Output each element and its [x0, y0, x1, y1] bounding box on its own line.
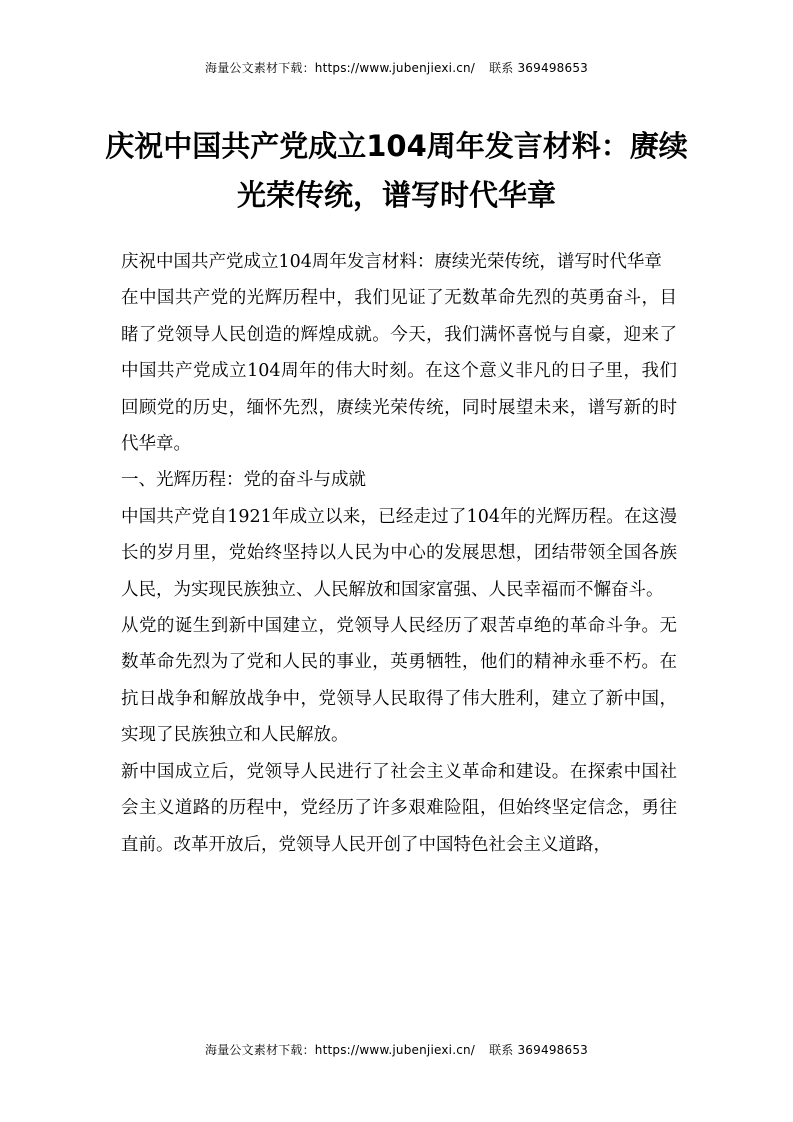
paragraph-revolution: 从党的诞生到新中国建立，党领导人民经历了艰苦卓绝的革命斗争。无数革命先烈为了党和人民的事业，英勇牺牲，他们的精神永垂不朽。在抗日战争和解放战争中，党领导人民取得了伟大胜利，建立了新中国，实现了民族独立和人民解放。	[121, 616, 677, 746]
document-title: 庆祝中国共产党成立104周年发言材料：赓续光荣传统，谱写时代华章	[105, 129, 688, 212]
paragraph-subtitle: 庆祝中国共产党成立104周年发言材料：赓续光荣传统，谱写时代华章	[121, 252, 662, 272]
paragraph-intro: 在中国共产党的光辉历程中，我们见证了无数革命先烈的英勇奋斗，目睹了党领导人民创造的辉煌成就。今天，我们满怀喜悦与自豪，迎来了中国共产党成立104周年的伟大时刻。在这个意义非凡的日子里，我们回顾党的历史，缅怀先烈，赓续光荣传统，同时展望未来，谱写新的时代华章。	[121, 288, 677, 455]
header-download-text: 海量公文素材下载：https://www.jubenjiexi.cn/	[205, 61, 476, 75]
header-contact: 联系 369498653	[489, 61, 588, 75]
document-body	[121, 244, 677, 863]
page-header	[0, 59, 793, 76]
footer-contact: 联系 369498653	[489, 1043, 588, 1057]
paragraph-new-china: 新中国成立后，党领导人民进行了社会主义革命和建设。在探索中国社会主义道路的历程中，党经历了许多艰难险阻，但始终坚定信念，勇往直前。改革开放后，党领导人民开创了中国特色社会主义道路，	[121, 761, 677, 855]
page-footer	[0, 1041, 793, 1058]
section-heading: 一、光辉历程：党的奋斗与成就	[121, 470, 366, 491]
footer-download-text: 海量公文素材下载：https://www.jubenjiexi.cn/	[205, 1043, 476, 1057]
paragraph-history: 中国共产党自1921年成立以来，已经走过了104年的光辉历程。在这漫长的岁月里，党始终坚持以人民为中心的发展思想，团结带领全国各族人民，为实现民族独立、人民解放和国家富强、人民幸福而不懈奋斗。	[121, 506, 677, 600]
